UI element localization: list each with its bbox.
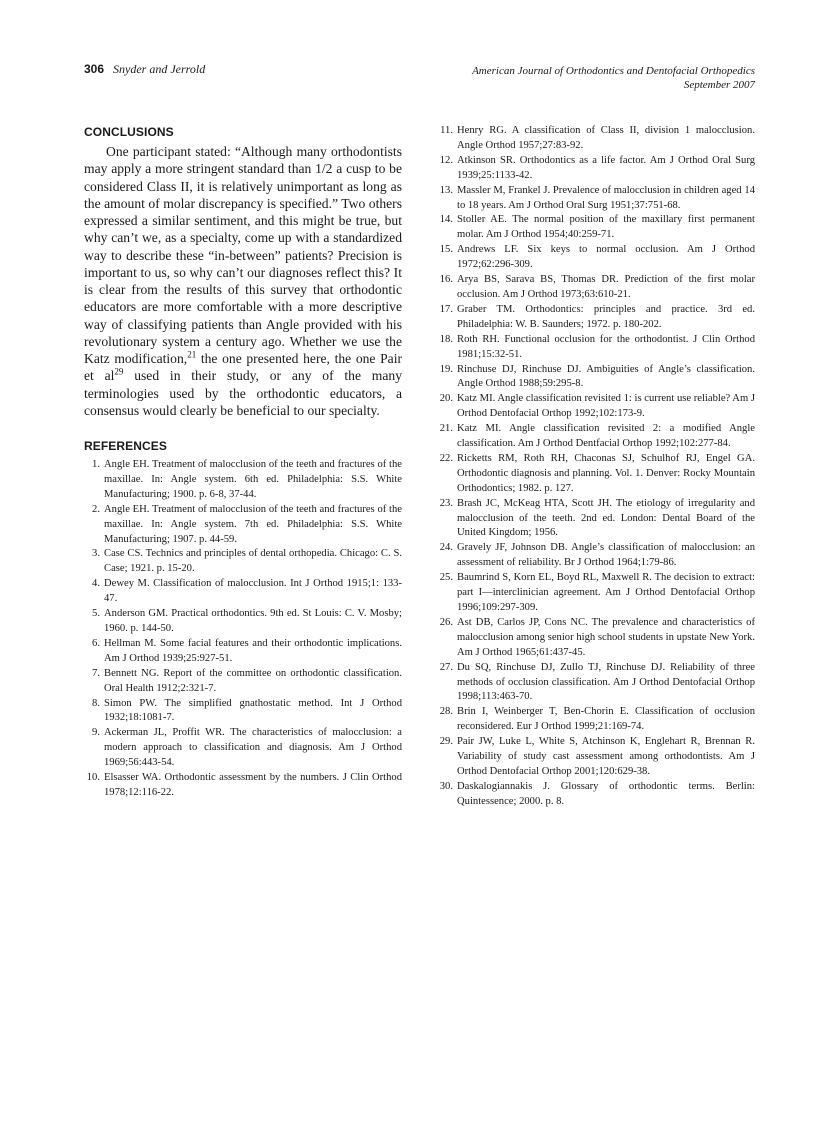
reference-item bbox=[437, 154, 755, 184]
reference-number: 25. bbox=[439, 572, 453, 584]
reference-item bbox=[437, 303, 755, 333]
conclusions-heading: CONCLUSIONS bbox=[84, 125, 174, 139]
reference-number: 14. bbox=[439, 214, 453, 226]
reference-text: Roth RH. Functional occlusion for the orthodontist. J Clin Orthod 1981;15:32-51. bbox=[457, 333, 755, 360]
reference-text: Henry RG. A classification of Class II, division 1 malocclusion. Angle Orthod 1957;27:83-92. bbox=[457, 125, 755, 151]
left-column bbox=[84, 125, 402, 801]
reference-number: 23. bbox=[439, 497, 453, 509]
reference-text: Ackerman JL, Proffit WR. The characteristics of malocclusion: a modern approach to classification and diagnosis. Am J Orthod 1969;56:443-54. bbox=[104, 727, 402, 769]
reference-text: Ast DB, Carlos JP, Cons NC. The prevalence and characteristics of malocclusion among senior high school students in upstate New York. Am J Orthod 1965;61:437-45. bbox=[457, 616, 755, 658]
reference-item bbox=[84, 667, 402, 697]
reference-item bbox=[84, 458, 402, 503]
reference-number: 19. bbox=[439, 363, 453, 375]
reference-item bbox=[437, 735, 755, 780]
reference-item bbox=[437, 124, 755, 154]
reference-text: Hellman M. Some facial features and their orthodontic implications. Am J Orthod 1939;25:927-51. bbox=[104, 637, 402, 664]
reference-text: Ricketts RM, Roth RH, Chaconas SJ, Schulhof RJ, Engel GA. Orthodontic diagnosis and planning. Vol. 1. Denver: Rocky Mountain Orthodontics; 1982. p. 127. bbox=[457, 452, 755, 494]
reference-item bbox=[84, 503, 402, 548]
reference-number: 4. bbox=[92, 578, 100, 590]
references-heading: REFERENCES bbox=[84, 439, 168, 453]
reference-text: Gravely JF, Johnson DB. Angle’s classification of malocclusion: an assessment of reliability. Br J Orthod 1964;1:79-86. bbox=[457, 542, 755, 569]
reference-text: Katz MI. Angle classification revisited 1: is current use reliable? Am J Orthod Dentofacial Orthop 1992;102:173-9. bbox=[457, 393, 755, 420]
reference-text: Angle EH. Treatment of malocclusion of the teeth and fractures of the maxillae. In: Angle system. 7th ed. Philadelphia: S.S. White Manufacturing; 1907. p. 44-59. bbox=[104, 503, 402, 545]
reference-text: Pair JW, Luke L, White S, Atchinson K, Englehart R, Brennan R. Variability of study cast assessment among orthodontists. Am J Orthod Dentofacial Orthop 2001;120:629-38. bbox=[457, 736, 755, 777]
reference-number: 8. bbox=[92, 697, 100, 709]
reference-number: 11. bbox=[440, 125, 453, 136]
issue-date: September 2007 bbox=[683, 79, 755, 91]
reference-item bbox=[84, 637, 402, 667]
reference-text: Atkinson SR. Orthodontics as a life factor. Am J Orthod Oral Surg 1939;25:1133-42. bbox=[457, 154, 755, 181]
reference-number: 13. bbox=[439, 184, 453, 196]
reference-number: 3. bbox=[92, 548, 100, 560]
reference-number: 12. bbox=[439, 154, 453, 166]
reference-text: Case CS. Technics and principles of dental orthopedia. Chicago: C. S. Case; 1921. p. 15-20. bbox=[104, 548, 402, 575]
reference-item bbox=[84, 697, 402, 727]
reference-text: Du SQ, Rinchuse DJ, Zullo TJ, Rinchuse DJ. Reliability of three methods of occlusion classification. Am J Orthod Dentofacial Orthop 1998;113:463-70. bbox=[457, 661, 755, 703]
reference-number: 28. bbox=[439, 706, 453, 718]
reference-number: 30. bbox=[439, 780, 453, 792]
reference-item bbox=[437, 541, 755, 571]
reference-text: Brin I, Weinberger T, Ben-Chorin E. Classification of occlusion reconsidered. Eur J Orthod 1999;21:169-74. bbox=[457, 706, 755, 733]
reference-list bbox=[84, 458, 402, 801]
reference-text: Simon PW. The simplified gnathostatic method. Int J Orthod 1932;18:1081-7. bbox=[104, 697, 402, 724]
reference-number: 29. bbox=[439, 736, 453, 748]
conclusions-text: used in their study, or any of the many terminologies used by the orthodontic educators, a consensus would clearly be beneficial to our specialty. bbox=[84, 368, 402, 418]
reference-text: Baumrind S, Korn EL, Boyd RL, Maxwell R. The decision to extract: part I—interclinician agreement. Am J Orthod Dentofacial Orthop 1996;109:297-309. bbox=[457, 572, 755, 613]
reference-text: Stoller AE. The normal position of the maxillary first permanent molar. Am J Orthod 1954;40:259-71. bbox=[457, 214, 755, 241]
reference-list bbox=[437, 124, 755, 810]
reference-number: 20. bbox=[439, 393, 453, 405]
conclusions-paragraph bbox=[84, 143, 402, 419]
reference-item bbox=[437, 497, 755, 542]
reference-text: Angle EH. Treatment of malocclusion of the teeth and fractures of the maxillae. In: Angle system. 6th ed. Philadelphia: S.S. White Manufacturing; 1900. p. 6-8, 37-44. bbox=[104, 459, 402, 500]
citation-superscript[interactable]: 21 bbox=[187, 349, 197, 360]
reference-number: 16. bbox=[439, 274, 453, 286]
reference-item bbox=[437, 333, 755, 363]
reference-number: 22. bbox=[439, 452, 453, 464]
reference-number: 1. bbox=[92, 459, 100, 470]
reference-item bbox=[437, 780, 755, 810]
citation-superscript[interactable]: 29 bbox=[114, 366, 124, 377]
reference-text: Graber TM. Orthodontics: principles and practice. 3rd ed. Philadelphia: W. B. Saunders; 1972. p. 180-202. bbox=[457, 303, 755, 330]
running-authors: Snyder and Jerrold bbox=[113, 62, 206, 76]
reference-text: Elsasser WA. Orthodontic assessment by the numbers. J Clin Orthod 1978;12:116-22. bbox=[104, 772, 402, 798]
reference-item bbox=[84, 547, 402, 577]
conclusions-text: the one presented here, the one Pair et al bbox=[84, 351, 403, 384]
reference-number: 6. bbox=[92, 637, 100, 649]
reference-text: Rinchuse DJ, Rinchuse DJ. Ambiguities of Angle’s classification. Angle Orthod 1988;59:295-8. bbox=[457, 363, 755, 390]
reference-item bbox=[437, 452, 755, 497]
reference-number: 17. bbox=[439, 303, 453, 315]
reference-item bbox=[84, 771, 402, 801]
reference-text: Dewey M. Classification of malocclusion. Int J Orthod 1915;1: 133-47. bbox=[104, 578, 402, 605]
reference-text: Anderson GM. Practical orthodontics. 9th ed. St Louis: C. V. Mosby; 1960. p. 144-50. bbox=[104, 608, 402, 634]
reference-item bbox=[437, 213, 755, 243]
reference-item bbox=[84, 726, 402, 771]
reference-text: Bennett NG. Report of the committee on orthodontic classification. Oral Health 1912;2:321-7. bbox=[104, 667, 402, 694]
reference-item bbox=[437, 392, 755, 422]
reference-text: Daskalogiannakis J. Glossary of orthodontic terms. Berlin: Quintessence; 2000. p. 8. bbox=[457, 780, 755, 807]
reference-text: Arya BS, Sarava BS, Thomas DR. Prediction of the first molar occlusion. Am J Orthod 1973;63:610-21. bbox=[457, 274, 755, 300]
running-header-right bbox=[472, 64, 755, 92]
reference-item bbox=[437, 363, 755, 393]
reference-item bbox=[437, 571, 755, 616]
reference-item bbox=[437, 705, 755, 735]
reference-number: 5. bbox=[92, 608, 100, 620]
running-header-left bbox=[84, 62, 205, 77]
reference-text: Andrews LF. Six keys to normal occlusion. Am J Orthod 1972;62:296-309. bbox=[457, 244, 755, 271]
conclusions-text: One participant stated: “Although many orthodontists may apply a more stringent standard than 1/2 a cusp to be considered Class II, it is relatively unimportant as long as the amount of molar discrepancy is specified.” Two others expressed a similar sentiment, and this might be true, but why can’t we, as a specialty, come up with a standardized way to describe these “in-between” patients? Precision is important to us, so why can’t our diagnoses reflect this? It is clear from the results of this survey that orthodontic educators are more comfortable with a more descriptive way of classifying patients than Angle provided with his revolutionary system a century ago. Whether we use the Katz modification, bbox=[84, 144, 402, 366]
reference-number: 2. bbox=[92, 503, 100, 515]
reference-item bbox=[437, 422, 755, 452]
reference-item bbox=[437, 616, 755, 661]
reference-item bbox=[84, 607, 402, 637]
reference-item bbox=[437, 661, 755, 706]
reference-item bbox=[437, 184, 755, 214]
page-number: 306 bbox=[84, 62, 105, 76]
journal-title: American Journal of Orthodontics and Dentofacial Orthopedics bbox=[472, 65, 755, 77]
reference-number: 10. bbox=[86, 772, 100, 784]
reference-item bbox=[437, 243, 755, 273]
reference-number: 15. bbox=[439, 244, 453, 256]
reference-number: 21. bbox=[439, 423, 453, 435]
reference-number: 27. bbox=[439, 661, 453, 673]
reference-number: 24. bbox=[439, 542, 453, 554]
reference-text: Massler M, Frankel J. Prevalence of malocclusion in children aged 14 to 18 years. Am J Orthod Oral Surg 1951;37:751-68. bbox=[457, 184, 755, 211]
reference-item bbox=[437, 273, 755, 303]
reference-number: 9. bbox=[92, 727, 100, 739]
reference-text: Brash JC, McKeag HTA, Scott JH. The etiology of irregularity and malocclusion of the teeth. 2nd ed. London: Dental Board of the United Kingdom; 1956. bbox=[457, 497, 755, 539]
reference-number: 7. bbox=[92, 667, 100, 679]
reference-number: 26. bbox=[439, 616, 453, 628]
reference-text: Katz MI. Angle classification revisited 2: a modified Angle classification. Am J Orthod Dentfacial Orthop 1992;102:277-84. bbox=[457, 423, 755, 450]
right-column bbox=[437, 124, 755, 810]
reference-item bbox=[84, 577, 402, 607]
reference-number: 18. bbox=[439, 333, 453, 345]
